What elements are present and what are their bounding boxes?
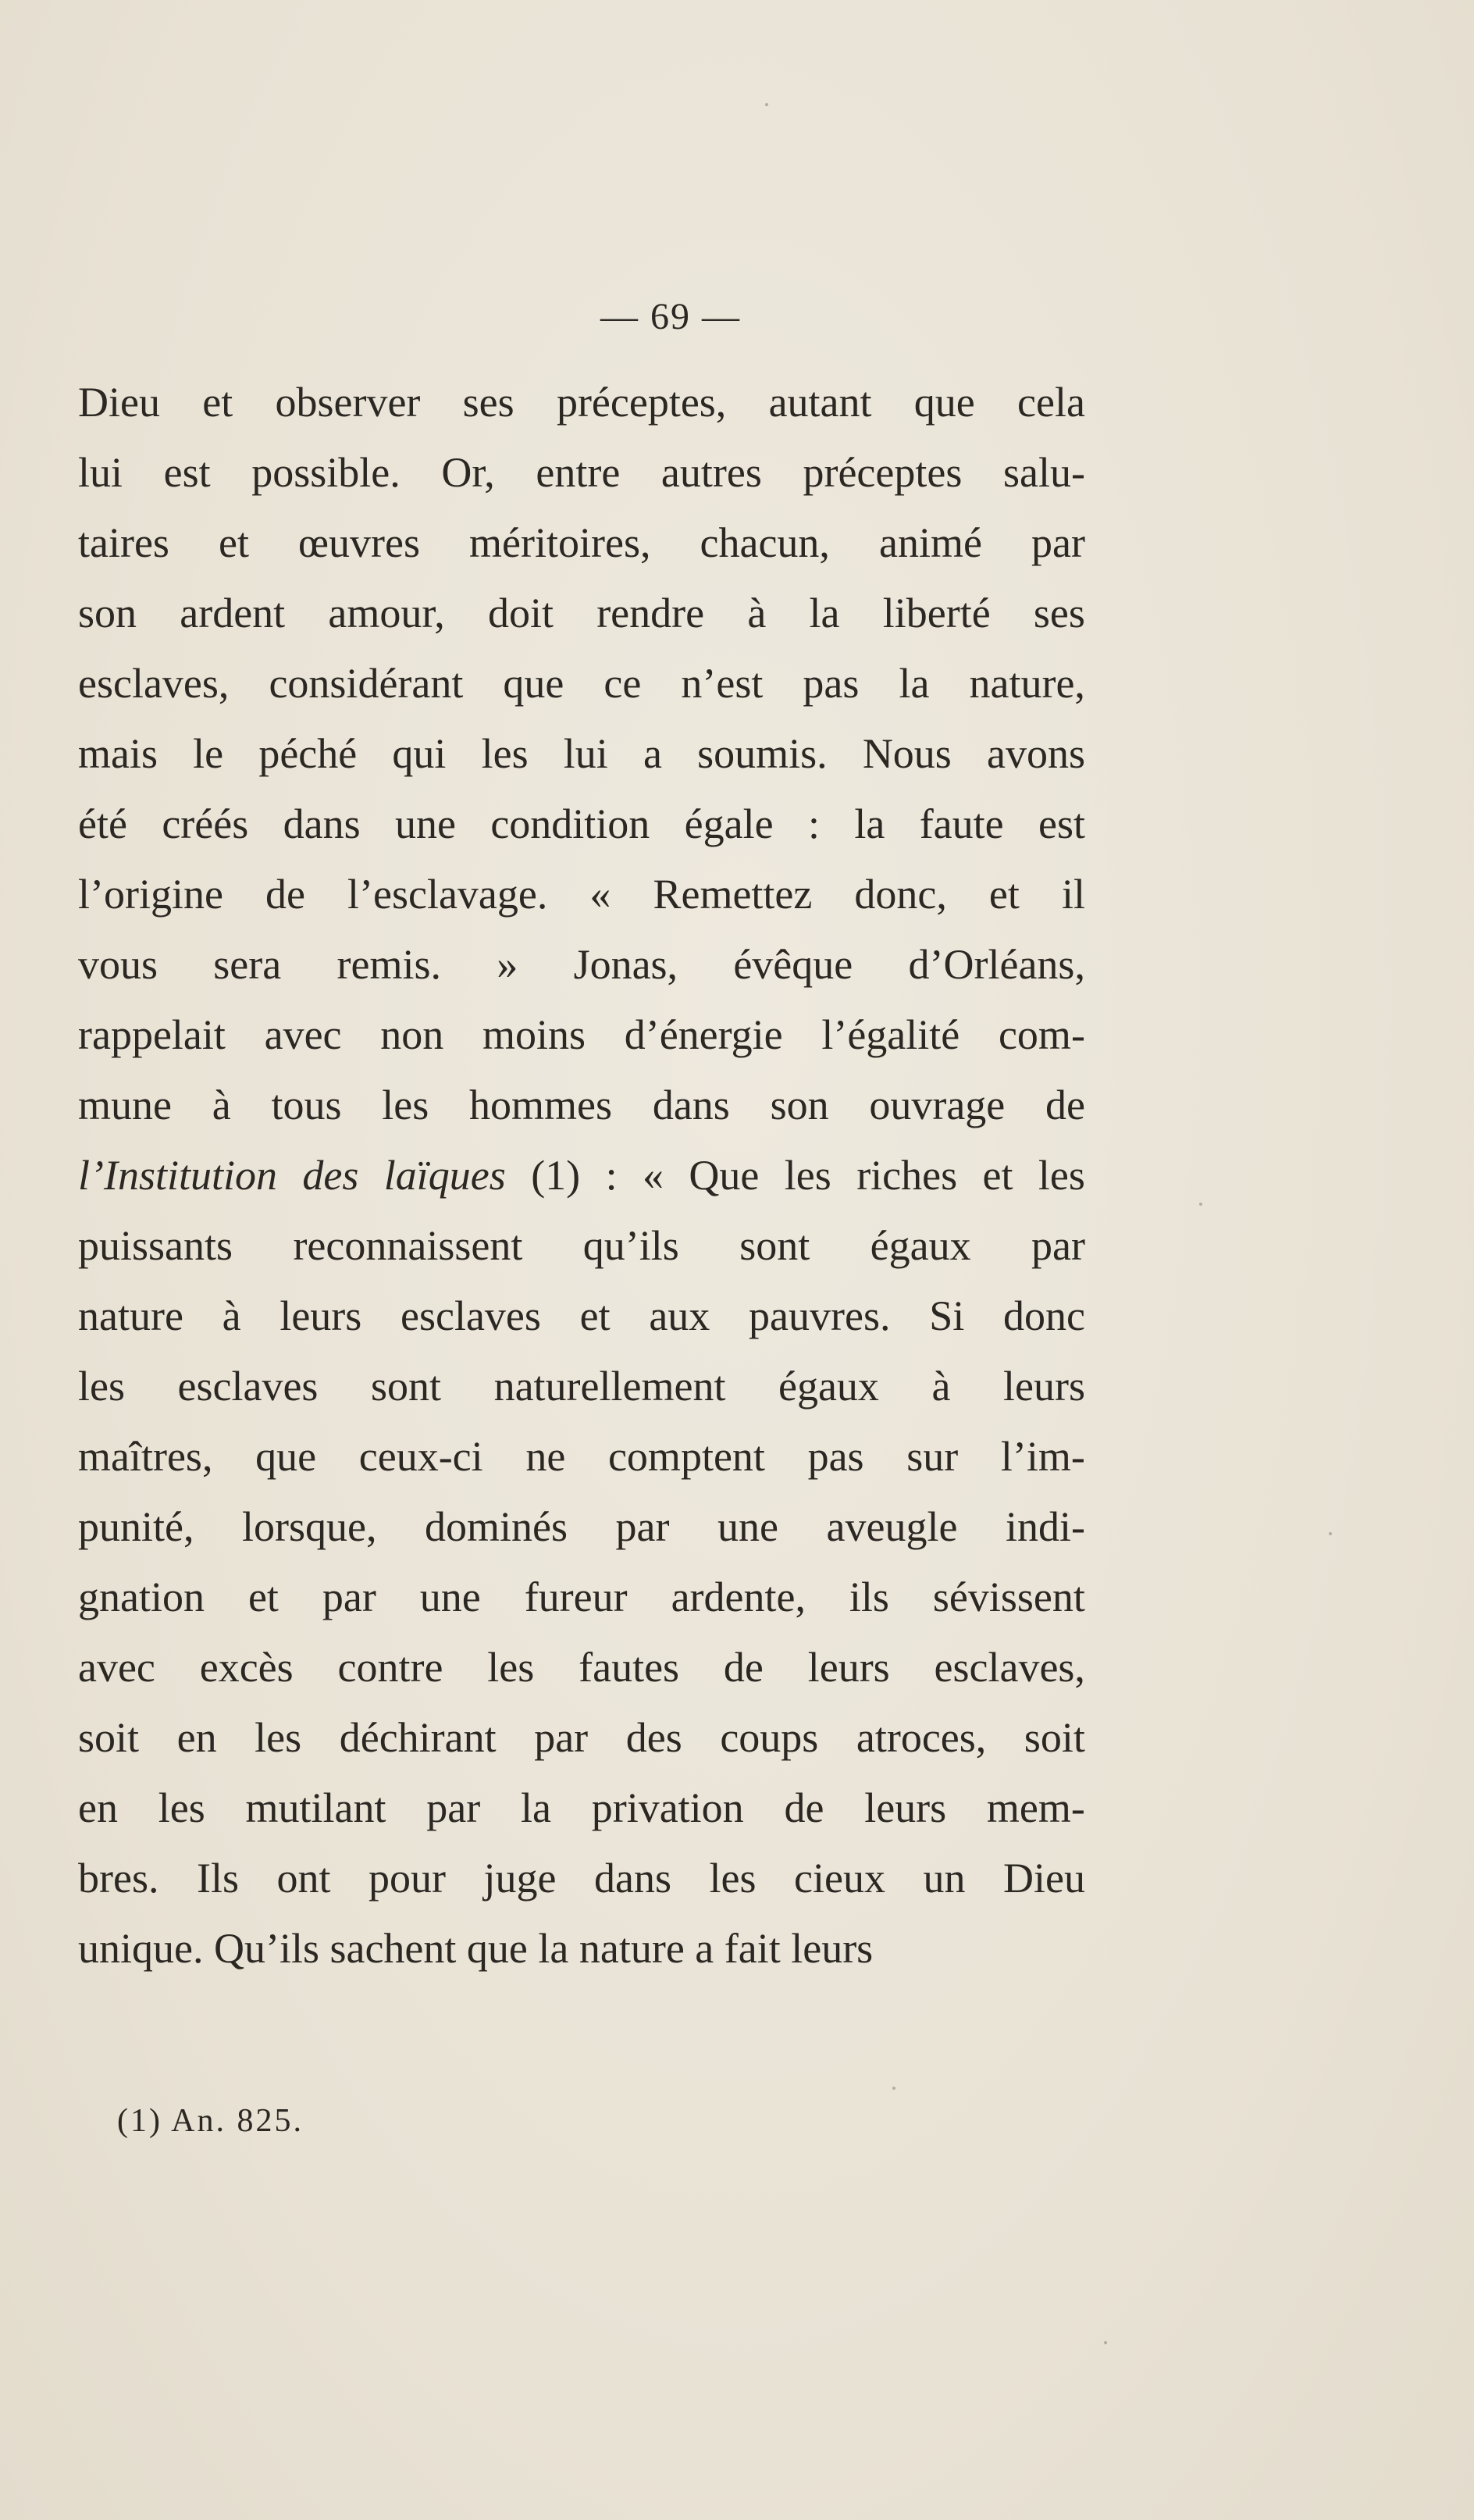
body-text xyxy=(78,367,1085,1984)
text-line: avec excès contre les fautes de leurs esclaves, xyxy=(78,1644,1085,1691)
text-line: punité, lorsque, dominés par une aveugle indi- xyxy=(78,1503,1085,1550)
text-line: en les mutilant par la privation de leurs mem- xyxy=(78,1784,1085,1831)
page-number: — 69 — xyxy=(600,296,741,337)
text-line: mais le péché qui les lui a soumis. Nous avons xyxy=(78,730,1085,777)
text-line: taires et œuvres méritoires, chacun, animé par xyxy=(78,519,1085,566)
text-line: nature à leurs esclaves et aux pauvres. Si donc xyxy=(78,1292,1085,1339)
footnote: (1) An. 825. xyxy=(117,2103,304,2139)
paper-speck xyxy=(892,2087,895,2090)
paper-speck xyxy=(1104,2341,1107,2344)
paper-speck xyxy=(1329,1532,1332,1535)
text-line: Dieu et observer ses préceptes, autant que cela xyxy=(78,379,1085,426)
text-line: esclaves, considérant que ce n’est pas la nature, xyxy=(78,660,1085,707)
text-line: les esclaves sont naturellement égaux à leurs xyxy=(78,1363,1085,1410)
text-line: vous sera remis. » Jonas, évêque d’Orléans, xyxy=(78,941,1085,988)
text-line: gnation et par une fureur ardente, ils sévissent xyxy=(78,1574,1085,1620)
text-line: son ardent amour, doit rendre à la liberté ses xyxy=(78,590,1085,636)
text-line: l’origine de l’esclavage. « Remettez donc, et il xyxy=(78,871,1085,918)
text-line: mune à tous les hommes dans son ouvrage de xyxy=(78,1082,1085,1128)
paper-speck xyxy=(1199,1203,1202,1206)
paper-speck xyxy=(765,103,768,106)
text-line: été créés dans une condition égale : la faute est xyxy=(78,800,1085,847)
text-line: bres. Ils ont pour juge dans les cieux un Dieu xyxy=(78,1855,1085,1902)
text-line: rappelait avec non moins d’énergie l’égalité com- xyxy=(78,1011,1085,1058)
text-line: l’Institution des laïques (1) : « Que les riches et les xyxy=(78,1152,1085,1199)
text-line: unique. Qu’ils sachent que la nature a fait leurs xyxy=(78,1925,874,1972)
text-line: lui est possible. Or, entre autres préceptes salu- xyxy=(78,449,1085,496)
text-line: maîtres, que ceux-ci ne comptent pas sur l’im- xyxy=(78,1433,1085,1480)
text-line: soit en les déchirant par des coups atroces, soit xyxy=(78,1714,1085,1761)
text-line: puissants reconnaissent qu’ils sont égaux par xyxy=(78,1222,1085,1269)
